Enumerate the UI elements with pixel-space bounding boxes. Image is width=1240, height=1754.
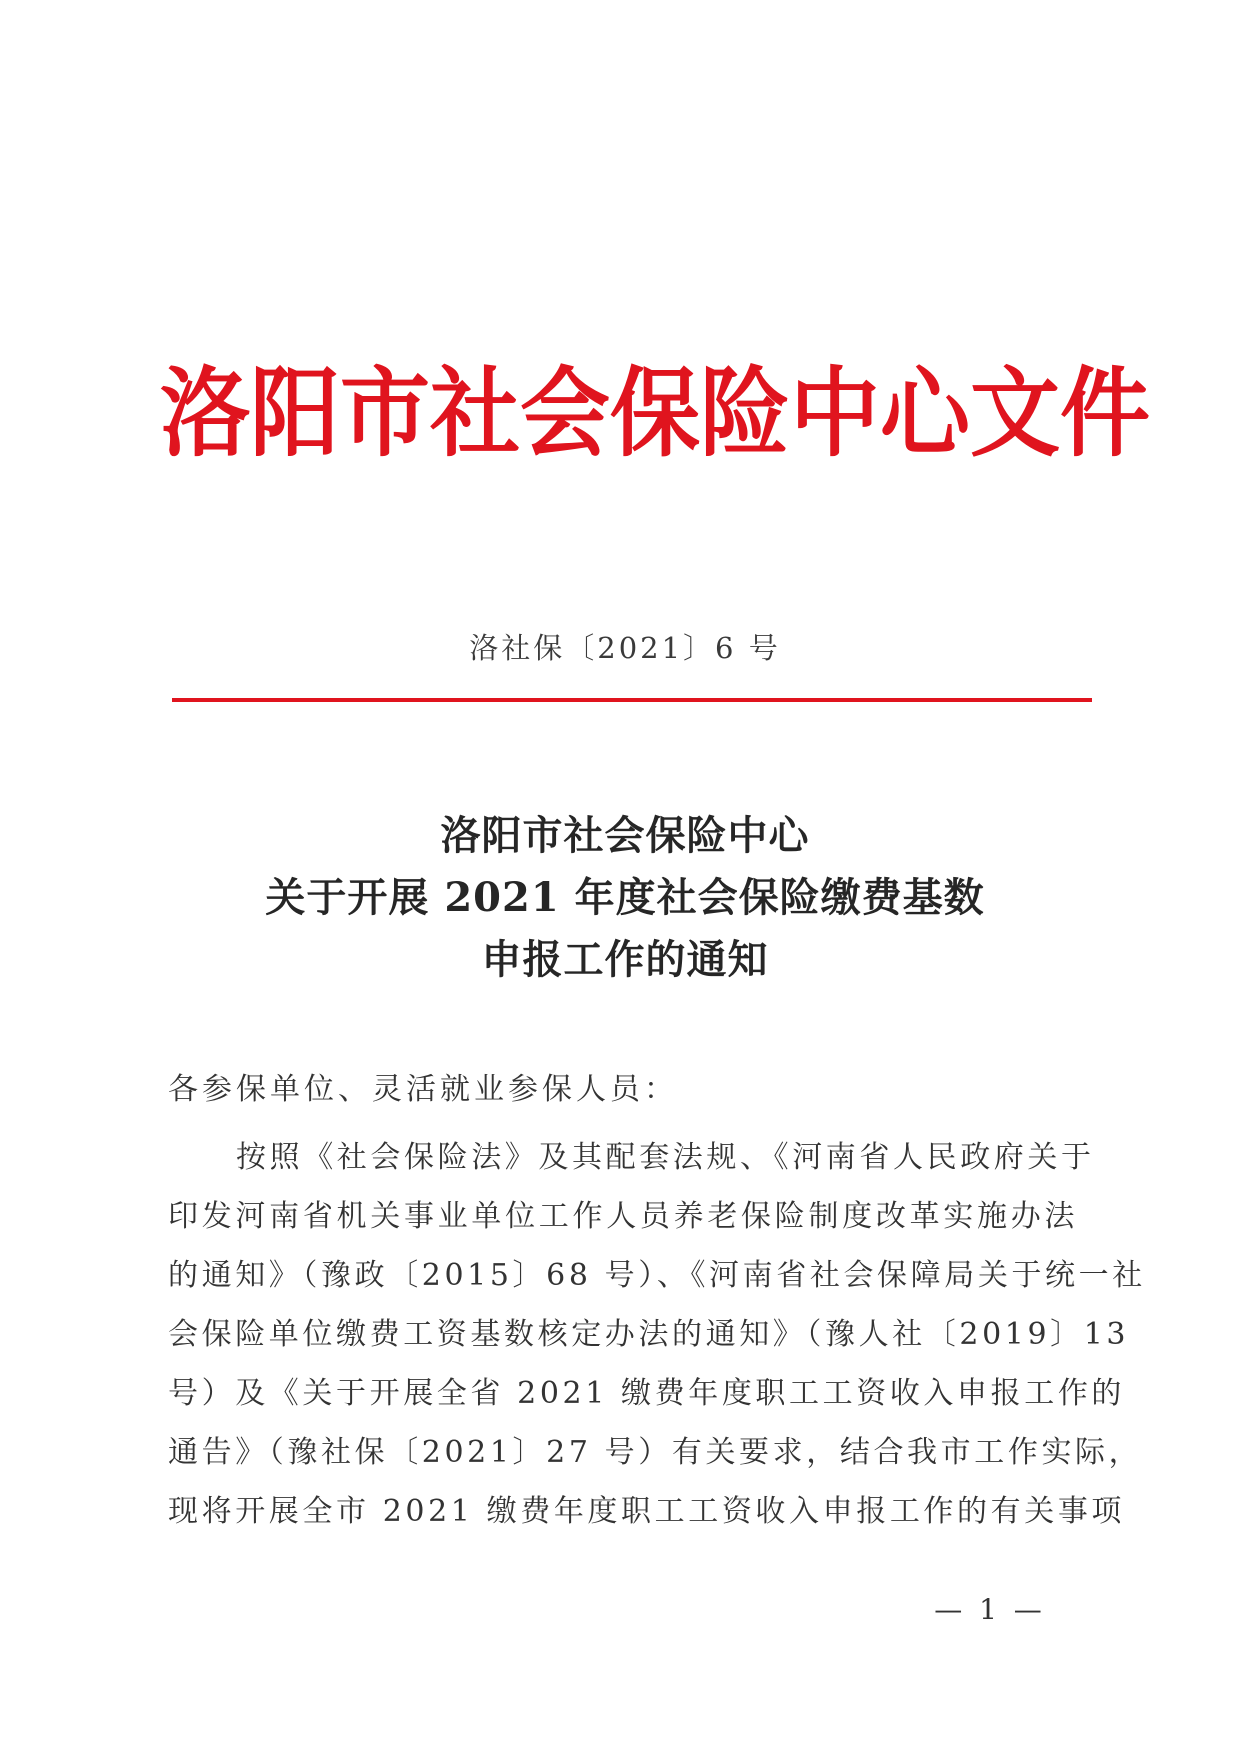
body-line: 现将开展全市 2021 缴费年度职工工资收入申报工作的有关事项 bbox=[168, 1494, 1126, 1529]
title-line: 申报工作的通知 bbox=[481, 936, 769, 983]
body-line: 通告》（豫社保〔2021〕27 号）有关要求，结合我市工作实际， bbox=[168, 1435, 1143, 1470]
notice-title bbox=[160, 805, 1090, 991]
body-line: 号）及《关于开展全省 2021 缴费年度职工工资收入申报工作的 bbox=[168, 1376, 1126, 1411]
body-paragraph bbox=[168, 1128, 1146, 1541]
body-line: 会保险单位缴费工资基数核定办法的通知》（豫人社〔2019〕13 bbox=[168, 1317, 1130, 1352]
masthead-title: 洛阳市社会保险中心文件 bbox=[160, 357, 1150, 471]
salutation: 各参保单位、灵活就业参保人员： bbox=[168, 1072, 678, 1107]
body-line: 印发河南省机关事业单位工作人员养老保险制度改革实施办法 bbox=[168, 1199, 1078, 1234]
red-separator-line bbox=[172, 698, 1092, 702]
body-line: 的通知》（豫政〔2015〕68 号）、《河南省社会保障局关于统一社 bbox=[168, 1258, 1146, 1293]
body-line: 按照《社会保险法》及其配套法规、《河南省人民政府关于 bbox=[236, 1140, 1095, 1175]
title-line: 关于开展 2021 年度社会保险缴费基数 bbox=[265, 874, 985, 921]
document-number: 洛社保〔2021〕6 号 bbox=[469, 631, 781, 665]
page-number: — 1 — bbox=[934, 1593, 1046, 1626]
title-line: 洛阳市社会保险中心 bbox=[440, 812, 810, 859]
